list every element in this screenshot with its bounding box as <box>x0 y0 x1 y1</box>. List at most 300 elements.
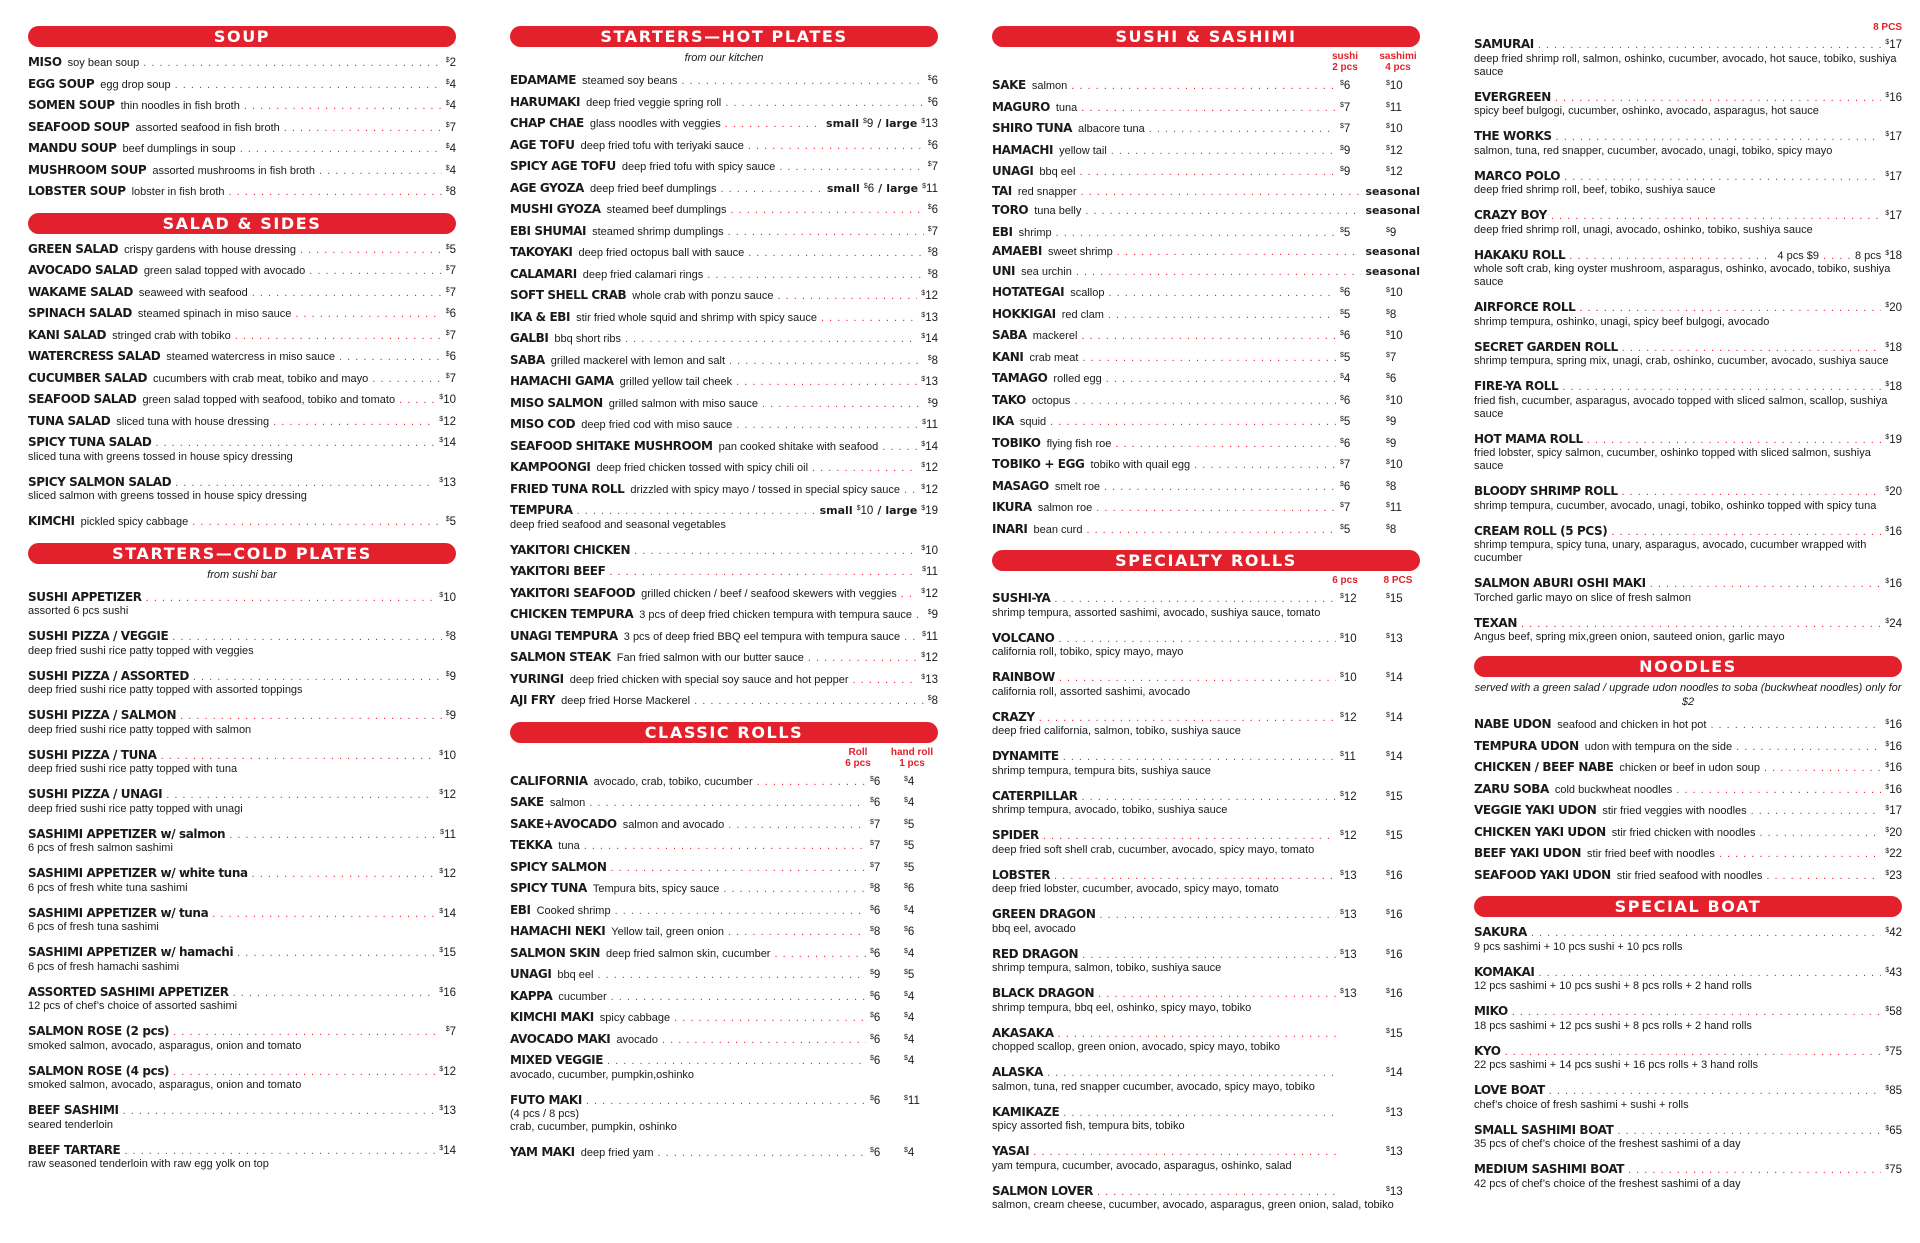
menu-item <box>992 747 1420 778</box>
leader-dots <box>1081 101 1336 117</box>
item-description: grilled mackerel with lemon and salt <box>550 354 726 367</box>
item-name: HOTATEGAI <box>992 285 1065 299</box>
item-name: SUSHI-YA <box>992 591 1051 605</box>
item-name: VOLCANO <box>992 630 1055 645</box>
menu-item-row <box>992 747 1420 766</box>
menu-item <box>28 433 456 464</box>
leader-dots <box>399 393 435 409</box>
price-value: 12 <box>443 789 456 801</box>
leader-dots <box>1538 38 1881 54</box>
price <box>928 93 938 112</box>
price-value: 4 <box>907 904 915 917</box>
menu-item <box>992 98 1420 117</box>
menu-item-row <box>510 944 938 963</box>
item-name: SEAFOOD SHITAKE MUSHROOM <box>510 438 713 453</box>
price-value: 14 <box>1389 1067 1403 1079</box>
price-value: 9 <box>873 969 881 981</box>
leader-dots <box>1569 249 1773 265</box>
price-value: 10 <box>1343 672 1357 684</box>
price-value: 13 <box>1389 1146 1403 1158</box>
dollar-sign: $ <box>904 904 908 912</box>
price-value: 9 <box>866 118 874 130</box>
dollar-sign: $ <box>1885 131 1890 138</box>
item-description: glass noodles with veggies <box>589 118 721 130</box>
item-name: RED DRAGON <box>992 946 1079 961</box>
item-name: AVOCADO MAKI <box>510 1031 611 1046</box>
leader-dots <box>1039 711 1336 727</box>
dollar-sign: $ <box>1885 826 1890 834</box>
section-title: SUSHI & SASHIMI <box>992 26 1420 47</box>
dollar-sign: $ <box>1386 711 1390 719</box>
price <box>446 53 456 72</box>
item-name: CHICKEN YAKI UDON <box>1474 824 1606 839</box>
item-subtext: california roll, assorted sashimi, avocado <box>992 685 1191 698</box>
item-subtext: spicy beef bulgogi, cucumber, oshinko, avocado, asparagus, hot sauce <box>1474 105 1819 117</box>
menu-item <box>510 858 938 877</box>
dollar-sign: $ <box>921 462 926 469</box>
item-description: green salad topped with avocado <box>143 265 306 277</box>
leader-dots <box>1505 1045 1882 1061</box>
item-name: TAI <box>992 183 1012 198</box>
dollar-sign: $ <box>927 268 932 276</box>
item-name: MISO SALMON <box>510 395 603 410</box>
price-value: 14 <box>925 333 938 345</box>
leader-dots <box>237 946 435 962</box>
dollar-sign: $ <box>1885 927 1890 934</box>
price <box>904 922 938 941</box>
menu-item-row <box>28 433 456 452</box>
menu-item <box>28 347 456 366</box>
item-name: YASAI <box>992 1144 1030 1158</box>
dollar-sign: $ <box>870 840 874 847</box>
item-name: CATERPILLAR <box>992 788 1078 803</box>
dollar-sign: $ <box>921 673 926 681</box>
item-description: stir fried chicken with noodles <box>1611 826 1756 839</box>
dollar-sign: $ <box>870 904 874 912</box>
price-column-header: Roll 6 pcs <box>845 746 871 769</box>
item-name: GREEN SALAD <box>28 241 119 256</box>
dollar-sign: $ <box>904 883 908 890</box>
item-subtext: fried lobster, spicy salmon, cucumber, oshinko topped with sliced salmon, sushiya sauce <box>1474 447 1871 472</box>
item-description: rolled egg <box>1053 373 1102 385</box>
item-name: YAKITORI CHICKEN <box>510 542 631 557</box>
item-name: BEEF TARTARE <box>28 1142 121 1157</box>
menu-item-row <box>510 691 938 710</box>
menu-item <box>28 1101 456 1132</box>
section-title: SOUP <box>28 26 456 47</box>
menu-item <box>28 1022 456 1053</box>
item-name: EVERGREEN <box>1474 89 1551 104</box>
price <box>904 987 938 1006</box>
item-description: scallop <box>1070 287 1105 299</box>
dollar-sign: $ <box>927 609 932 616</box>
leader-dots <box>1058 632 1336 648</box>
leader-dots <box>175 78 442 94</box>
dollar-sign: $ <box>1340 988 1344 995</box>
price-value: 16 <box>1889 578 1902 590</box>
leader-dots <box>1823 249 1851 265</box>
price <box>1885 482 1902 501</box>
price <box>440 825 456 844</box>
dollar-sign: $ <box>445 631 450 638</box>
price-value: 7 <box>449 329 456 342</box>
menu-item <box>510 372 938 391</box>
item-description: grilled yellow tail cheek <box>619 376 733 388</box>
item-subtext: yam tempura, cucumber, avocado, asparagus, oshinko, salad <box>992 1159 1292 1172</box>
price <box>870 836 904 855</box>
menu-item-row <box>992 629 1420 648</box>
dollar-sign: $ <box>1885 740 1890 748</box>
price <box>870 944 904 963</box>
item-name: TEKKA <box>510 838 553 852</box>
price <box>1885 780 1902 799</box>
dollar-sign: $ <box>927 204 932 211</box>
menu-item <box>510 793 938 812</box>
leader-dots <box>244 99 442 115</box>
dollar-sign: $ <box>870 969 874 976</box>
price <box>870 901 904 920</box>
leader-dots <box>1074 394 1336 410</box>
price-value: 8 <box>931 268 938 281</box>
dollar-sign: $ <box>445 670 450 678</box>
item-description: crab meat <box>1029 351 1079 364</box>
price <box>1885 801 1902 820</box>
dollar-sign: $ <box>439 591 444 599</box>
item-subtext: whole soft crab, king oyster mushroom, asparagus, oshinko, avocado, tobiko, sushiya sauce <box>1474 263 1891 288</box>
menu-item-row <box>28 864 456 883</box>
dollar-sign: $ <box>904 990 908 998</box>
menu-item-row <box>510 772 938 791</box>
menu-item <box>510 691 938 710</box>
price-value: 6 <box>907 883 915 895</box>
item-name: BLACK DRAGON <box>992 986 1095 1000</box>
price-value: 5 <box>1343 308 1351 321</box>
item-subtext: deep fried sushi rice patty topped with salmon <box>28 723 252 736</box>
leader-dots <box>1551 209 1881 225</box>
leader-dots <box>1054 592 1336 608</box>
item-description: grilled chicken / beef / seafood skewers with veggies <box>641 587 897 600</box>
price-value: 4 <box>907 1055 915 1067</box>
dollar-sign: $ <box>445 372 450 380</box>
menu-item <box>510 458 938 477</box>
price-value: 11 <box>444 828 456 841</box>
price <box>1386 498 1420 517</box>
leader-dots <box>1194 458 1336 474</box>
menu-item-row <box>28 667 456 686</box>
price <box>1885 866 1902 885</box>
price-value: 24 <box>1889 617 1902 630</box>
price-value: 16 <box>1389 869 1403 882</box>
price <box>857 501 874 520</box>
item-description: albacore tuna <box>1078 123 1145 135</box>
price-value: 12 <box>1389 144 1403 157</box>
item-name: SASHIMI APPETIZER w/ salmon <box>28 826 226 841</box>
price <box>1885 1081 1902 1100</box>
menu-item <box>992 1103 1420 1134</box>
menu-item-row <box>992 1063 1420 1082</box>
price-value: 14 <box>443 907 456 920</box>
leader-dots <box>1081 185 1362 201</box>
menu-item-row <box>28 326 456 345</box>
price-value: 13 <box>1343 948 1357 961</box>
item-name: NABE UDON <box>1474 717 1552 731</box>
item-description: sea urchin <box>1021 265 1072 278</box>
dollar-sign: $ <box>921 587 926 595</box>
item-description: steamed soy beans <box>582 75 678 87</box>
dollar-sign: $ <box>445 186 450 193</box>
price <box>1386 223 1420 242</box>
item-name: TUNA SALAD <box>28 413 111 428</box>
price-value: 5 <box>1343 351 1351 364</box>
menu-item-row <box>510 265 938 284</box>
leader-dots <box>1622 341 1882 357</box>
item-description: deep fried veggie spring roll <box>586 96 722 109</box>
price <box>904 1008 938 1027</box>
menu-item-row <box>28 412 456 431</box>
leader-dots <box>175 476 435 492</box>
item-name: MISO COD <box>510 417 576 431</box>
menu-item-row <box>992 1103 1420 1122</box>
menu-item <box>992 787 1420 818</box>
dollar-sign: $ <box>439 907 444 915</box>
item-name: CHICKEN / BEEF NABE <box>1474 760 1614 774</box>
price-value: 10 <box>1389 80 1403 92</box>
price-value: 13 <box>925 118 938 130</box>
price <box>1386 305 1420 324</box>
menu-item-row <box>1474 963 1902 982</box>
section-title: SALAD & SIDES <box>28 213 456 234</box>
item-name: AVOCADO SALAD <box>28 263 138 277</box>
menu-item-row <box>510 627 938 646</box>
leader-dots <box>1556 130 1882 146</box>
dollar-sign: $ <box>870 990 874 998</box>
menu-item-row <box>992 223 1420 242</box>
price <box>1386 1142 1420 1161</box>
item-name: HAMACHI NEKI <box>510 924 606 938</box>
leader-dots <box>192 515 441 531</box>
leader-dots <box>674 1011 866 1027</box>
dollar-sign: $ <box>1386 80 1390 87</box>
leader-dots <box>235 329 442 345</box>
leader-dots <box>736 375 917 391</box>
leader-dots <box>1736 740 1881 756</box>
price <box>928 243 938 262</box>
item-subtext: (4 pcs / 8 pcs) crab, cucumber, pumpkin, oshinko <box>510 1108 677 1133</box>
dollar-sign: $ <box>1386 287 1390 294</box>
item-name: HARUMAKI <box>510 94 581 109</box>
item-name: SALMON STEAK <box>510 650 611 664</box>
price <box>1340 866 1386 885</box>
price <box>1386 76 1420 95</box>
menu-item-row <box>28 825 456 844</box>
menu-item-row <box>28 139 456 158</box>
item-name: FIRE-YA ROLL <box>1474 379 1559 393</box>
price <box>446 240 456 259</box>
size-label: small <box>819 504 853 517</box>
dollar-sign: $ <box>439 476 444 484</box>
price-value: 17 <box>1889 131 1902 143</box>
item-description: bbq eel <box>557 969 594 981</box>
leader-dots <box>615 904 866 920</box>
menu-item-row <box>992 162 1420 181</box>
item-name: SMALL SASHIMI BOAT <box>1474 1122 1614 1137</box>
menu-item <box>28 53 456 72</box>
item-name: YURINGI <box>510 671 564 686</box>
price <box>439 1141 456 1160</box>
menu-item-row <box>510 93 938 112</box>
menu-column-2 <box>510 26 938 1174</box>
menu-item-row <box>28 347 456 366</box>
price <box>1885 88 1902 107</box>
item-description: deep fried beef dumplings <box>589 182 717 195</box>
menu-item-row <box>1474 801 1902 820</box>
item-name: MASAGO <box>992 478 1049 493</box>
leader-dots <box>1086 523 1336 539</box>
section-specialty-rolls-continued <box>1474 22 1902 644</box>
item-name: SUSHI PIZZA / UNAGI <box>28 787 163 801</box>
leader-dots <box>1063 750 1336 766</box>
dollar-sign: $ <box>1386 1027 1390 1035</box>
menu-item <box>992 203 1420 220</box>
price <box>446 75 456 94</box>
dollar-sign: $ <box>1386 869 1390 877</box>
menu-item-row <box>510 394 938 413</box>
menu-item-row <box>28 261 456 280</box>
price-value: 20 <box>1889 826 1902 839</box>
price-column-header: sashimi 4 pcs <box>1379 51 1417 73</box>
price <box>870 965 904 984</box>
price <box>1885 715 1902 734</box>
menu-item <box>28 118 456 137</box>
menu-item <box>28 473 456 504</box>
price-value: 6 <box>907 926 915 938</box>
price <box>439 1062 456 1081</box>
menu-item-row <box>28 588 456 607</box>
leader-dots <box>778 289 918 305</box>
item-description: Yellow tail, green onion <box>611 926 724 938</box>
menu-item-row <box>510 562 938 581</box>
dollar-sign: $ <box>927 75 932 82</box>
price <box>870 1008 904 1027</box>
menu-item <box>28 943 456 974</box>
item-name: CALIFORNIA <box>510 773 588 788</box>
price-value: 6 <box>931 139 938 152</box>
dollar-sign: $ <box>439 947 444 954</box>
item-name: KANI SALAD <box>28 327 107 342</box>
dollar-sign: $ <box>1386 1067 1390 1074</box>
item-description: thin noodles in fish broth <box>120 100 240 112</box>
price-column-header: sushi 2 pcs <box>1331 51 1359 73</box>
price-value: 16 <box>443 986 456 999</box>
dollar-sign: $ <box>1885 783 1890 791</box>
size-separator: / <box>877 117 882 130</box>
item-subtext: shrimp tempura, spicy tuna, unary, asparagus, avocado, cucumber wrapped with cucumber <box>1474 539 1867 564</box>
menu-item-row <box>1474 1002 1902 1021</box>
price <box>446 118 456 137</box>
menu-item-row <box>1474 574 1902 593</box>
menu-item-row <box>28 283 456 302</box>
price-value: 8 <box>873 926 881 938</box>
menu-item <box>510 772 938 791</box>
menu-item <box>28 785 456 816</box>
price-value: 5 <box>1343 416 1351 428</box>
dollar-sign: $ <box>1340 330 1344 337</box>
dollar-sign: $ <box>1340 948 1344 956</box>
leader-dots <box>625 332 917 348</box>
price <box>1386 747 1420 766</box>
price <box>439 433 456 452</box>
dollar-sign: $ <box>439 1105 444 1112</box>
leader-dots <box>586 1094 866 1110</box>
menu-item-row <box>28 182 456 201</box>
item-description: stir fried seafood with noodles <box>1616 869 1763 882</box>
price-value: 8 <box>449 186 456 198</box>
item-name: RAINBOW <box>992 670 1055 684</box>
leader-dots <box>273 415 435 431</box>
menu-item-row <box>510 836 938 855</box>
item-subtext: shrimp tempura, spring mix, unagi, crab, oshinko, cucumber, avocado, sushiya sauce <box>1474 355 1889 367</box>
section-sushi-sashimi <box>992 26 1420 538</box>
dollar-sign: $ <box>1340 308 1344 316</box>
item-name: LOBSTER SOUP <box>28 184 126 198</box>
item-description: lobster in fish broth <box>131 186 225 198</box>
menu-item <box>1474 574 1902 605</box>
price-value: 7 <box>873 840 881 852</box>
dollar-sign: $ <box>1386 1146 1390 1153</box>
item-description: egg drop soup <box>100 78 171 91</box>
menu-item <box>28 627 456 658</box>
price-value: 18 <box>1889 381 1902 393</box>
dollar-sign: $ <box>921 440 926 448</box>
dollar-sign: $ <box>1340 437 1344 445</box>
item-description: deep fried Horse Mackerel <box>561 695 691 707</box>
menu-item <box>510 243 938 262</box>
leader-dots <box>1050 415 1336 431</box>
price <box>439 904 456 923</box>
dollar-sign: $ <box>1885 433 1890 441</box>
item-name: SEAFOOD SOUP <box>28 119 130 134</box>
menu-item-row <box>28 304 456 323</box>
size-separator: / <box>878 181 883 195</box>
price-value: 10 <box>1389 330 1403 342</box>
leader-dots <box>1555 91 1881 107</box>
menu-item-row <box>1474 88 1902 107</box>
price-column-headers <box>992 51 1420 73</box>
leader-dots <box>123 1104 436 1120</box>
item-description: seafood and chicken in hot pot <box>1557 719 1707 731</box>
price-value: 6 <box>873 1012 881 1024</box>
price <box>870 1030 904 1049</box>
price-value: 12 <box>1343 790 1357 803</box>
item-description: tuna <box>1055 101 1078 114</box>
dollar-sign: $ <box>927 397 932 405</box>
dollar-sign: $ <box>1386 988 1390 995</box>
dollar-sign: $ <box>1386 101 1390 109</box>
item-description: sliced tuna with house dressing <box>116 415 270 428</box>
price-value: 15 <box>443 947 456 959</box>
dollar-sign: $ <box>927 139 932 147</box>
dollar-sign: $ <box>904 947 908 955</box>
item-description: udon with tempura on the side <box>1584 740 1733 753</box>
dollar-sign: $ <box>439 986 444 994</box>
leader-dots <box>1033 1145 1336 1161</box>
menu-item-row <box>992 119 1420 138</box>
dollar-sign: $ <box>445 351 450 358</box>
dollar-sign: $ <box>870 883 874 890</box>
menu-item <box>992 1063 1420 1094</box>
menu-item <box>510 648 938 667</box>
price-value: 7 <box>873 818 881 831</box>
